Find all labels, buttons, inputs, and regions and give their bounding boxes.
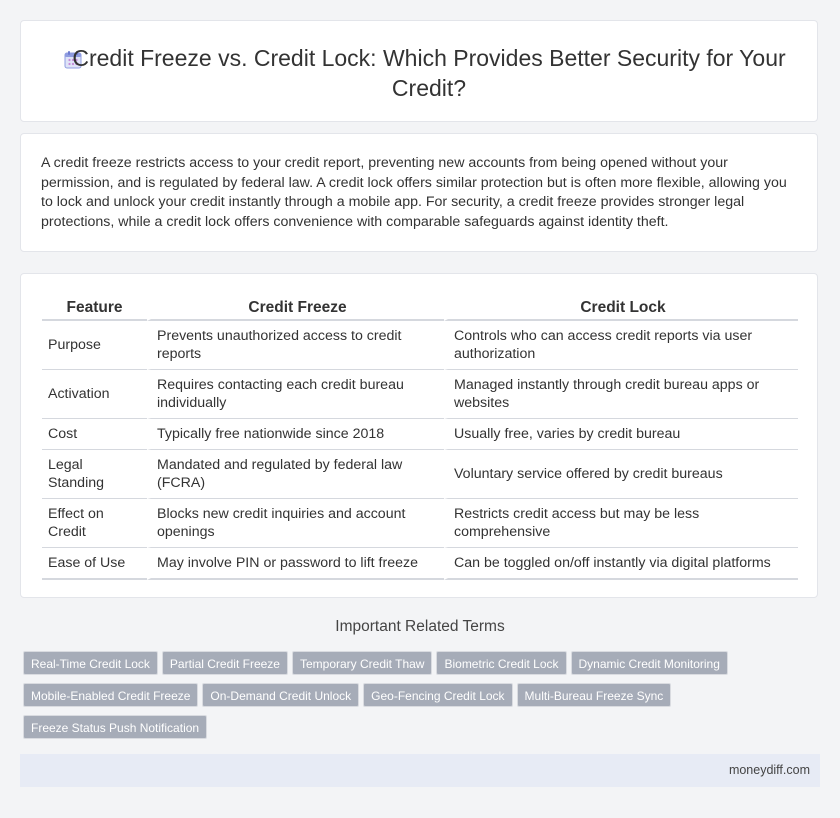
intro-card: [20, 133, 818, 252]
credit-freeze-cell: Typically free nationwide since 2018: [147, 419, 444, 450]
footer-site-link[interactable]: moneydiff.com: [728, 763, 810, 777]
credit-lock-cell: Managed instantly through credit bureau apps or websites: [444, 370, 798, 419]
related-term-tag[interactable]: Real-Time Credit Lock: [23, 651, 158, 675]
credit-lock-cell: Usually free, varies by credit bureau: [444, 419, 798, 450]
related-term-tag[interactable]: Multi-Bureau Freeze Sync: [517, 683, 672, 707]
related-term-tag[interactable]: Mobile-Enabled Credit Freeze: [23, 683, 198, 707]
related-term-tag[interactable]: Freeze Status Push Notification: [23, 715, 207, 739]
comparison-card: [20, 273, 818, 598]
table-row: [42, 419, 798, 450]
credit-freeze-cell: Mandated and regulated by federal law (FCRA): [147, 450, 444, 499]
column-header-credit-lock: Credit Lock: [444, 294, 798, 321]
table-header-row: [42, 294, 798, 321]
feature-cell: Effect on Credit: [42, 499, 147, 548]
credit-lock-cell: Restricts credit access but may be less comprehensive: [444, 499, 798, 548]
comparison-table: [42, 294, 798, 580]
related-term-tag[interactable]: On-Demand Credit Unlock: [202, 683, 359, 707]
credit-lock-cell: Can be toggled on/off instantly via digital platforms: [444, 548, 798, 580]
related-terms-tags: [23, 651, 803, 747]
table-row: [42, 499, 798, 548]
feature-cell: Ease of Use: [42, 548, 147, 580]
related-term-tag[interactable]: Geo-Fencing Credit Lock: [363, 683, 512, 707]
credit-lock-cell: Controls who can access credit reports via user authorization: [444, 321, 798, 370]
feature-cell: Legal Standing: [42, 450, 147, 499]
credit-freeze-cell: Requires contacting each credit bureau individually: [147, 370, 444, 419]
credit-freeze-cell: May involve PIN or password to lift freeze: [147, 548, 444, 580]
intro-paragraph: A credit freeze restricts access to your credit report, preventing new accounts from being opened without your permission, and is regulated by federal law. A credit lock offers similar protection but is often more flexible, allowing you to lock and unlock your credit instantly through a mobile app. For security, a credit freeze provides stronger legal protections, while a credit lock offers convenience with comparable safeguards against identity theft.: [41, 155, 787, 230]
column-header-credit-freeze: Credit Freeze: [147, 294, 444, 321]
header-card: [20, 20, 818, 122]
feature-cell: Activation: [42, 370, 147, 419]
related-term-tag[interactable]: Temporary Credit Thaw: [292, 651, 433, 675]
related-term-tag[interactable]: Partial Credit Freeze: [162, 651, 288, 675]
credit-freeze-cell: Blocks new credit inquiries and account openings: [147, 499, 444, 548]
footer: [20, 754, 820, 787]
credit-lock-cell: Voluntary service offered by credit bureaus: [444, 450, 798, 499]
credit-freeze-cell: Prevents unauthorized access to credit reports: [147, 321, 444, 370]
related-term-tag[interactable]: Dynamic Credit Monitoring: [571, 651, 728, 675]
feature-cell: Cost: [42, 419, 147, 450]
table-row: [42, 370, 798, 419]
feature-cell: Purpose: [42, 321, 147, 370]
table-row: [42, 450, 798, 499]
table-row: [42, 548, 798, 580]
related-term-tag[interactable]: Biometric Credit Lock: [436, 651, 566, 675]
page-title: Credit Freeze vs. Credit Lock: Which Provides Better Security for Your Credit?: [72, 45, 786, 101]
column-header-feature: Feature: [42, 294, 147, 321]
related-terms-title: Important Related Terms: [335, 618, 505, 635]
table-row: [42, 321, 798, 370]
